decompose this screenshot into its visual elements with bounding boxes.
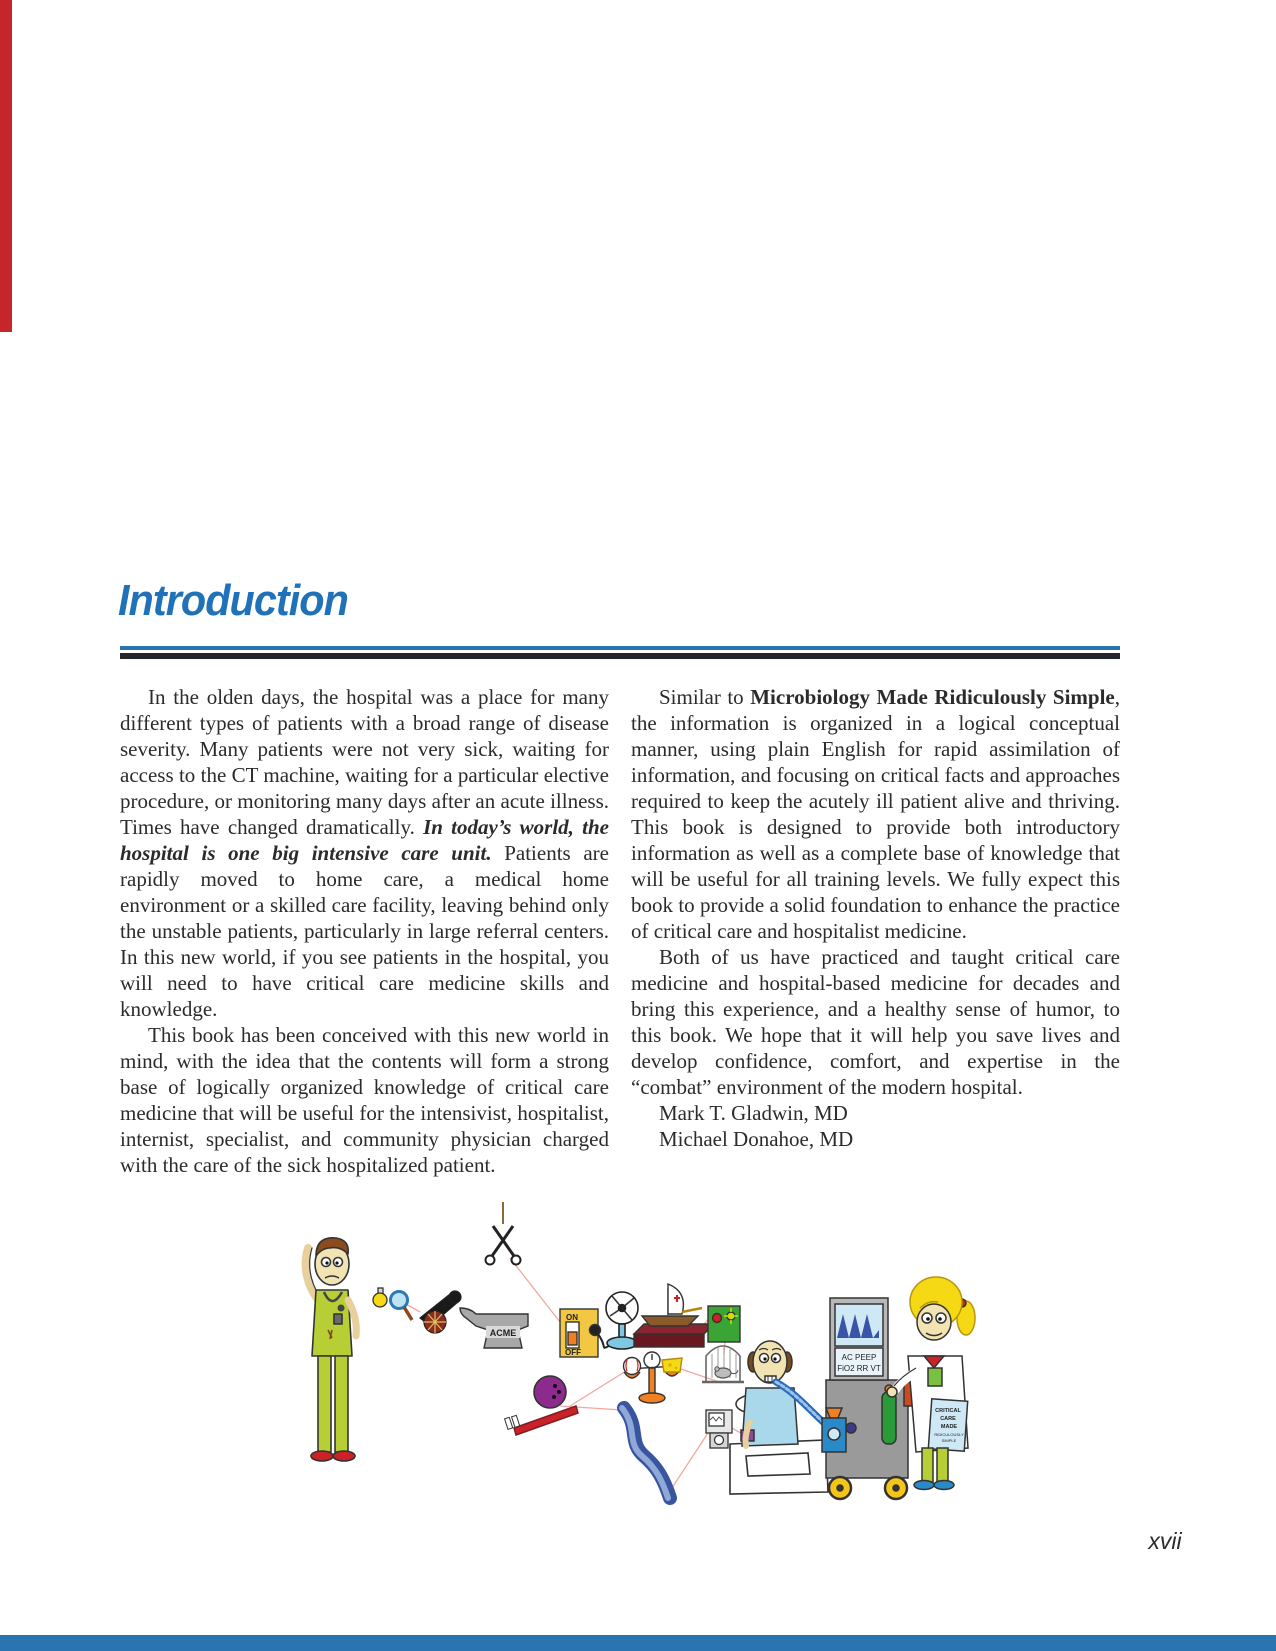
page-edge-red-strip [0, 0, 12, 332]
text-run: This book has been conceived with this new world in mind, with the idea that the contents will form a strong base of logically organized knowledge of critical care medicine that will be useful for the intensivist, hospitalist, internist, specialist, and community physician charged with the care of the sick hospitalized patient. [120, 1023, 609, 1177]
author-signature: Mark T. Gladwin, MD [659, 1101, 848, 1125]
nurse-hand [887, 1387, 897, 1397]
text-run: , the information is organized in a logical conceptual manner, using plain English for rapid assimilation of information, and focusing on critical facts and approaches required to keep the acutely ill patient alive and thriving. This book is designed to provide both introductory information as well as a complete base of knowledge that will be useful for all training levels. We fully expect this book to provide a solid foundation to enhance the practice of critical care and hospitalist medicine. [631, 685, 1120, 943]
ventilator [822, 1298, 921, 1499]
anvil-label: ACME [489, 1328, 517, 1338]
nurse-shoe [914, 1481, 934, 1490]
doctor-badge [334, 1314, 342, 1324]
switch-off-label: OFF [565, 1348, 581, 1357]
seesaw [505, 1376, 578, 1435]
title-rule-dark [120, 653, 1120, 659]
nurse-pants-leg [922, 1448, 933, 1482]
stethoscope-bell [338, 1305, 345, 1312]
text-column-right [631, 684, 1120, 1178]
book-line: CARE [940, 1416, 956, 1422]
oxygen-cylinder [882, 1392, 896, 1444]
paragraph [631, 684, 1120, 944]
nurse-vest [928, 1368, 942, 1386]
doctor-pants-leg [335, 1356, 348, 1452]
paragraph [120, 1022, 609, 1178]
text-column-left [120, 684, 609, 1178]
title-rule-blue [120, 646, 1120, 650]
nurse-pants-leg [937, 1448, 948, 1482]
book-line: MADE [940, 1424, 958, 1430]
signal-card [708, 1306, 740, 1342]
body-text [120, 684, 1120, 1178]
switch-on-label: ON [566, 1313, 578, 1322]
book-title-text-run: Microbiology Made Ridiculously Simple [750, 685, 1115, 709]
sailboat [634, 1284, 714, 1347]
vent-screen-text: AC PEEP [841, 1353, 877, 1362]
book-line: SIMPLE [941, 1438, 957, 1443]
anvil [460, 1308, 528, 1348]
mouse-cage [702, 1346, 744, 1382]
emphasized-text-run: In today’s world, the hospital is one big intensive care unit. [120, 815, 609, 865]
cheese-icon [662, 1358, 682, 1372]
cannon [420, 1291, 461, 1333]
book-line: RIDICULOUSLY [934, 1432, 964, 1437]
desk-fan [606, 1292, 638, 1349]
balance-scale [624, 1352, 683, 1403]
canister-dial [828, 1428, 840, 1440]
text-run: Patients are rapidly moved to home care, a medical home environment or a skilled care facility, leaving behind only the unstable patients, particularly in large referral centers. In this new world, if you see patients in the hospital, you will need to have critical care medicine skills and knowledge. [120, 841, 609, 1021]
doctor-shoe [311, 1451, 333, 1461]
paragraph [631, 944, 1120, 1100]
cartoon-illustration [278, 1196, 978, 1506]
bowling-ball [534, 1376, 566, 1408]
book-line: CRITICAL [935, 1408, 961, 1414]
page-title: Introduction [118, 576, 348, 625]
bedside-monitor [706, 1410, 732, 1448]
doctor-shoe [333, 1451, 355, 1461]
text-run: Both of us have practiced and taught critical care medicine and hospital-based medicine for decades and bring this experience, and a healthy sense of humor, to this book. We hope that it will help you save lives and develop confidence, comfort, and expertise in the “combat” environment of the modern hospital. [631, 945, 1120, 1099]
footer-bar [0, 1635, 1276, 1651]
page-number: xvii [1148, 1528, 1182, 1554]
text-run: In the olden days, the hospital was a place for many different types of patients with a broad range of disease severity. Many patients were not very sick, waiting for access to the CT machine, waiting for a particular elective procedure, or monitoring many days after an acute illness. Times have changed dramatically. [120, 685, 609, 839]
nurse-shoe [934, 1481, 954, 1490]
author-signature: Michael Donahoe, MD [659, 1127, 854, 1151]
flask-icon [373, 1288, 387, 1307]
paragraph [120, 684, 609, 1022]
scissors-icon [486, 1202, 521, 1265]
doctor-pants-leg [318, 1356, 331, 1452]
vent-knob-blue [846, 1423, 856, 1433]
power-switch-box [560, 1309, 609, 1357]
text-run: Similar to [659, 685, 751, 709]
nurse-face [917, 1304, 951, 1340]
doctor-figure [306, 1238, 357, 1461]
vent-screen-text: FiO2 RR VT [837, 1364, 881, 1373]
blanket-fold [746, 1453, 810, 1476]
